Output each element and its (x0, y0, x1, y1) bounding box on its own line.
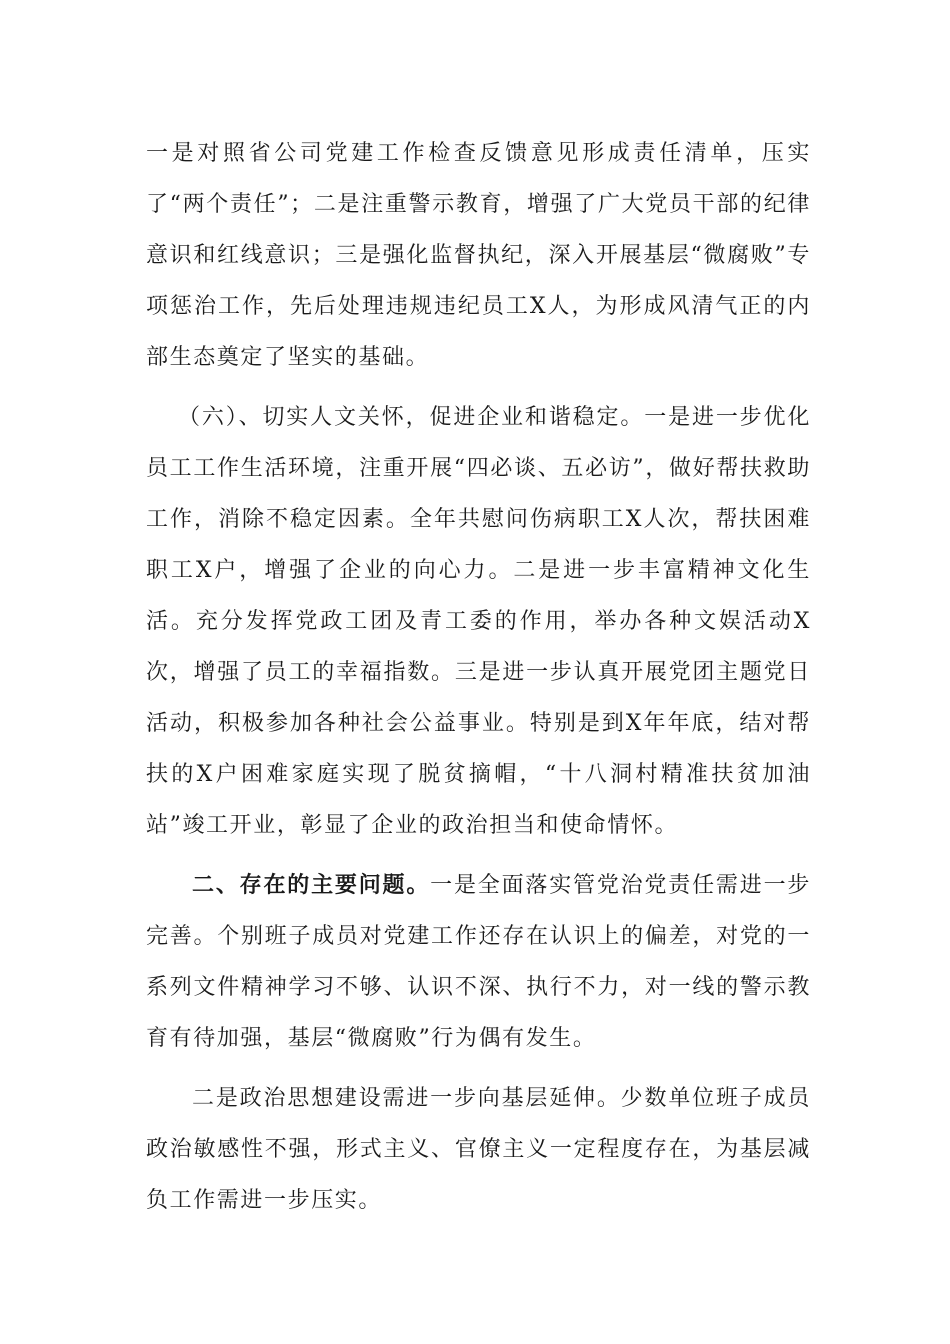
paragraph-text: 二是政治思想建设需进一步向基层延伸。少数单位班子成员政治敏感性不强，形式主义、官僚主义一定程度存在，为基层减负工作需进一步压实。 (146, 1086, 811, 1213)
paragraph-accountability (146, 128, 811, 383)
document-body (146, 128, 811, 1226)
paragraph-political-building (146, 1073, 811, 1226)
paragraph-text: 一是全面落实管党治党责任需进一步完善。个别班子成员对党建工作还存在认识上的偏差，对党的一系列文件精神学习不够、认识不深、执行不力，对一线的警示教育有待加强，基层“微腐败”行为偶有发生。 (146, 873, 811, 1051)
paragraph-text: 一是对照省公司党建工作检查反馈意见形成责任清单，压实了“两个责任”；二是注重警示教育，增强了广大党员干部的纪律意识和红线意识；三是强化监督执纪，深入开展基层“微腐败”专项惩治工作，先后处理违规违纪员工X人，为形成风清气正的内部生态奠定了坚实的基础。 (146, 141, 811, 370)
paragraph-text: （六）、切实人文关怀，促进企业和谐稳定。一是进一步优化员工工作生活环境，注重开展“四必谈、五必访”，做好帮扶救助工作，消除不稳定因素。全年共慰问伤病职工X人次，帮扶困难职工X户，增强了企业的向心力。二是进一步丰富精神文化生活。充分发挥党政工团及青工委的作用，举办各种文娱活动X次，增强了员工的幸福指数。三是进一步认真开展党团主题党日活动，积极参加各种社会公益事业。特别是到X年年底，结对帮扶的X户困难家庭实现了脱贫摘帽，“十八洞村精准扶贫加油站”竣工开业，彰显了企业的政治担当和使命情怀。 (146, 405, 811, 838)
paragraph-humanistic-care (146, 392, 811, 851)
paragraph-main-problems (146, 860, 811, 1064)
section-heading: 二、存在的主要问题。 (192, 872, 431, 898)
